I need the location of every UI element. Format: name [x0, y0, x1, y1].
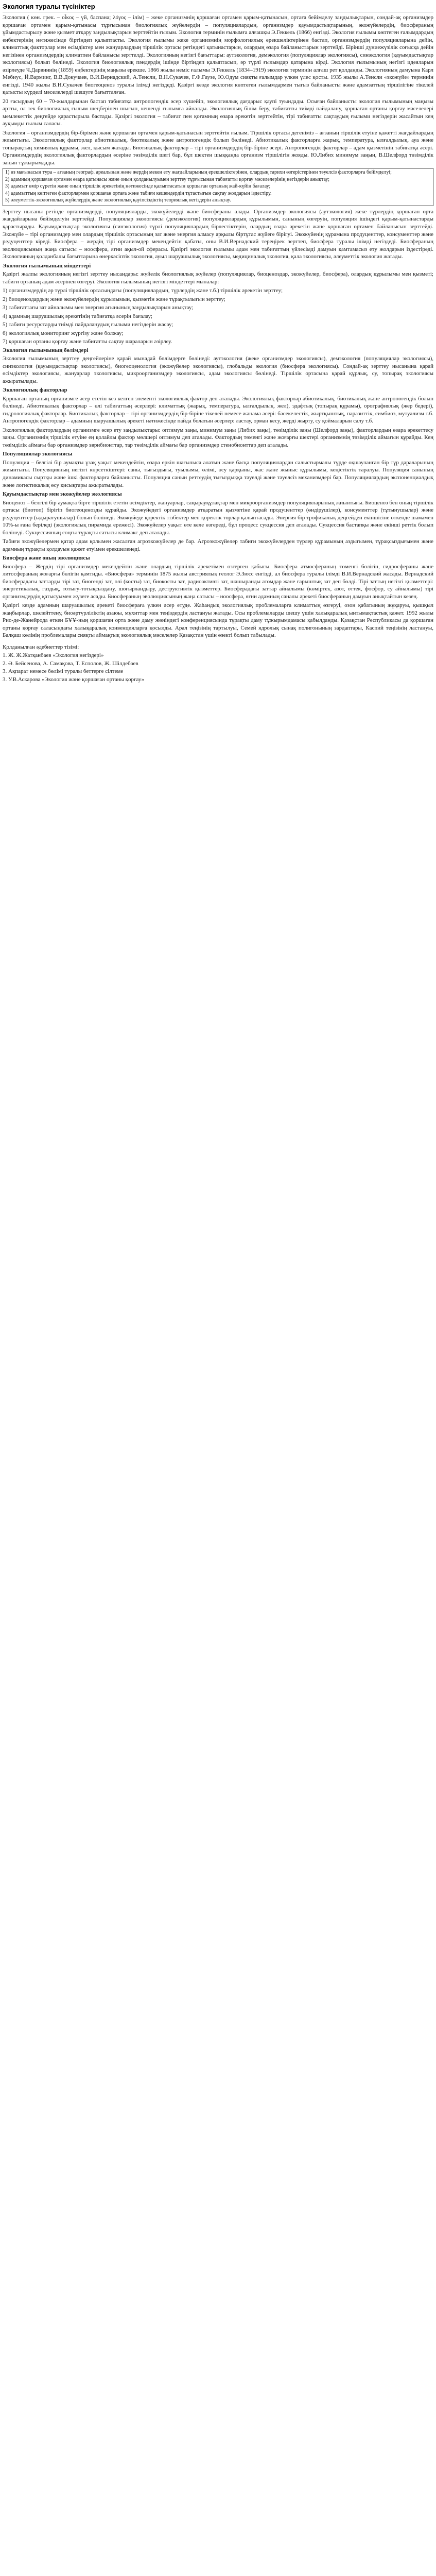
section-heading: Экологиялық факторлар	[3, 387, 67, 394]
list-item: 5) табиғи ресурстарды тиімді пайдаланудың ғылыми негіздерін жасау;	[3, 321, 173, 328]
list-item: 7) қоршаған ортаны қорғау және табиғатты сақтау шараларын әзірлеу.	[3, 338, 172, 345]
after-box-section	[3, 208, 433, 261]
section-factors	[3, 386, 433, 449]
intro-paragraph: 20 ғасырдың 60 – 70-жылдарынан бастап табиғатқа антропогендік әсер күшейіп, экологиялық дағдарыс қаупі туындады. Осыған байланысты экология ғылымының маңызы артты, ол тек биологиялық ғылым шеңберінен шығып, кешенді ғылымға айналды. Экологиялық білім беру, табиғатты тиімді пайдалану, қоршаған ортаны қорғау мәселелері мемлекеттік деңгейде қарастырыла бастады. Қазіргі экология – табиғат пен қоғамның өзара әрекетін зерттейтін, тірі табиғатты сақтаудың ғылыми негіздерін жасайтын кең ауқымды ғылым саласы.	[3, 98, 433, 127]
list-item: 2) биоценоздардың және экожүйелердің құрылымын, қызметін және тұрақтылығын зерттеу;	[3, 296, 225, 302]
intro-paragraph: Экология ( көн. грек. – οἶκος – үй, баспана; λόγος – ілім) – жеке организмнің қоршаған ортамен қарым-қатынасын, ортаға бейімделу заңдылықтарын, сондай-ақ организмдер қоршаған ортамен қарым-қатынасы тұрғысынан биологиялық жүйелердің – популяциялардың, организмдер қауымдастықтарының, экожүйелердің, биосфераның ұйымдастырылу және қызмет атқару заңдылықтарын зерттейтін ғылым. Экология терминін ғылымға алғашқы Э.Геккель (1866) енгізді. Экология ғылымы көптеген ғалымдардың еңбектерінің нәтижесінде біртіндеп қалыптасты. Экология ғылымы жеке организмнің морфологиялық ерекшеліктерінен бастап, организмдердің популяцияларына дейін, климаттық факторлар мен өсімдіктер мен жануарлардың тіршілік ортасы ретіндегі қатынастарын, олардың өзара байланыстарын зерттейді. Бірінші дүниежүзілік соғысқа дейін негізінен организмдердің климатпен байланысы зерттелді. Экологияның негізгі бағыттары: аутэкология, демэкология (популяциялар экологиясы), синэкология (қауымдастықтар экологиясы) болып бөлінеді. Экология биологиялық пәндердің ішінде біртіндеп қалыптасып, әр түрлі ғылымдар қатарына кірді. Экология ғылымының негізгі идеяларын әзірлеуде Ч.Дарвиннің (1859) еңбектерінің маңызы ерекше. 1866 жылы неміс ғалымы Э.Геккель (1834–1919) экология терминін алғаш рет қолданды. Экологияның дамуына Карл Мебиус, Й.Варминг, В.В.Докучаев, В.И.Вернадский, А.Тенсли, В.Н.Сукачев, Г.Ф.Гаузе, Ю.Одум сияқты ғалымдар үлкен үлес қосты. 1935 жылы А.Тенсли «экожүйе» терминін енгізді. 1940 жылы В.Н.Сукачев биогеоценоз туралы ілімді негіздеді. Қазіргі кезде экология көптеген ғылымдармен тығыз байланысты және адамзаттың тіршілігіне тікелей қатысты күрделі мәселелерді шешуге бағытталған.	[3, 14, 433, 96]
body-paragraph: Биоценоз – белгілі бір аумақта бірге тіршілік ететін өсімдіктер, жануарлар, саңырауқұлақтар мен микроорганизмдер популяцияларының жиынтығы. Биоценоз бен оның тіршілік ортасы (биотоп) бірігіп биогеоценозды құрайды. Экожүйедегі организмдер атқаратын қызметіне қарай продуценттер (өндірушілер), консументтер (тұтынушылар) және редуценттер (ыдыратушылар) болып бөлінеді. Экожүйеде қоректік тізбектер мен қоректік торлар қалыптасады. Энергия бір трофикалық деңгейден екіншісіне өткенде шамамен 10%-ы ғана беріледі (экологиялық пирамида ережесі). Экожүйелер уақыт өте келе өзгереді, бұл процесс сукцессия деп аталады. Сукцессия бастапқы және екінші реттік болып бөлінеді. Сукцессияның соңғы тұрақты сатысы климакс деп аталады.	[3, 499, 433, 536]
section-ecosystems	[3, 490, 433, 553]
body-paragraph: Табиғи экожүйелермен қатар адам қолымен жасалған агроэкожүйелер де бар. Агроэкожүйелер табиғи экожүйелерден түрлер құрамының аздығымен, тұрақсыздығымен және адамның тұрақты қолдауын қажет етуімен ерекшеленеді.	[3, 538, 433, 552]
section-tasks	[3, 262, 433, 346]
section-heading: Қауымдастықтар мен экожүйелер экологиясы	[3, 491, 122, 498]
section-heading: Биосфера және оның эволюциясы	[3, 555, 90, 562]
body-paragraph: Қазіргі кезде адамның шаруашылық әрекеті биосфераға үлкен әсер етуде. Жаһандық экологиялық проблемаларға климаттың өзгеруі, озон қабатының жұқаруы, қышқыл жаңбырлар, шөлейттену, биоәртүрліліктің азаюы, мұхиттар мен теңіздердің ластануы жатады. Осы проблемаларды шешу үшін халықаралық ынтымақтастық қажет. 1992 жылы Рио-де-Жанейрода өткен БҰҰ-ның қоршаған орта және даму жөніндегі конференциясында тұрақты даму тұжырымдамасы қабылданды. Қазақстан Республикасы да қоршаған ортаны қорғау саласындағы халықаралық конвенцияларға қосылды. Арал теңізінің тартылуы, Семей ядролық сынақ полигонының зардаптары, Каспий теңізінің ластануы, Балқаш көлінің проблемалары сияқты аймақтық экологиялық мәселелер Қазақстан үшін өзекті болып табылады.	[3, 602, 433, 639]
section-heading: Экология ғылымының бөлімдері	[3, 347, 89, 353]
boxed-list-item: 3) адамзат өмір сүретін және оның тіршілік әрекетінің нәтижесінде қалыптасатын қоршаған ортаның жай-күйін бағалау;	[5, 183, 271, 190]
reference-item: 2. Ә. Бейсенова, А. Самақова, Т. Есполов, Ж. Шілдебаев	[3, 660, 138, 667]
body-paragraph: Биосфера – Жердің тірі организмдер мекендейтін және олардың тіршілік әрекетімен өзгерген қабығы. Биосфера атмосфераның төменгі бөлігін, гидросфераны және литосфераның жоғарғы бөлігін қамтиды. «Биосфера» терминін 1875 жылы австриялық геолог Э.Зюсс енгізді, ал биосфера туралы ілімді В.И.Вернадский жасады. Вернадский биосферадағы заттарды тірі зат, биогенді зат, өлі (косты) зат, биокосты зат, радиоактивті зат, шашыранды атомдар және ғарыштық зат деп бөлді. Тірі заттың негізгі қызметтері: энергетикалық, газдық, тотығу-тотықсыздану, шоғырландыру, деструктивтік қызметтер. Биосферадағы заттар айналымы (көміртек, азот, оттек, фосфор, су айналымы) тірі организмдердің қатысуымен жүзеге асады. Биосфераның эволюциясының жаңа сатысы – ноосфера, яғни адамның саналы әрекеті биосфераның дамуын анықтайтын кезең.	[3, 563, 433, 600]
body-paragraph: Экологиялық факторлардың организмге әсер ету заңдылықтары: оптимум заңы, минимум заңы (Либих заңы), төзімділік заңы (Шелфорд заңы), факторлардың өзара әрекеттесу заңы. Организмнің тіршілік етуіне ең қолайлы фактор мөлшері оптимум деп аталады. Фактордың төменгі және жоғарғы шектері организмнің төзімділік аймағын құрайды. Кең төзімділік аймағы бар организмдер эврибионттар, тар төзімділік аймағы бар организмдер стенобионттар деп аталады.	[3, 427, 433, 448]
list-item: 6) экологиялық мониторинг жүргізу және болжау;	[3, 330, 124, 336]
references	[3, 643, 433, 684]
section-populations	[3, 450, 433, 489]
boxed-list-item: 4) адамзаттың көптеген факторлармен қоршаған ортаға және табиғи кешендердің тұтастығын сақтау жолдарын іздестіру.	[5, 190, 272, 196]
body-paragraph: Қоршаған ортаның организмге әсер ететін кез келген элементі экологиялық фактор деп аталады. Экологиялық факторлар абиотикалық, биотикалық және антропогендік болып бөлінеді. Абиотикалық факторлар – өлі табиғаттың әсерлері: климаттық (жарық, температура, ылғалдылық, жел), эдафтық (топырақ құрамы), орографиялық (жер бедері), гидрологиялық факторлар. Биотикалық факторлар – тірі организмдердің бір-біріне тікелей немесе жанама әсері: бәсекелестік, жыртқыштық, паразиттік, симбиоз, мутуализм т.б. Антропогендік факторлар – адамның шаруашылық әрекеті нәтижесінде пайда болатын әсерлер: ластау, орман кесу, жерді жырту, су қоймаларын салу т.б.	[3, 395, 433, 425]
document-page	[0, 0, 436, 687]
body-paragraph: Экология ғылымының зерттеу деңгейлеріне қарай мынадай бөлімдерге бөлінеді: аутэкология (жеке организмдер экологиясы), демэкология (популяциялар экологиясы), синэкология (қауымдастықтар экологиясы), биогеоценология (экожүйелер экологиясы), глобальды экология (биосфера экологиясы). Сондай-ақ зерттеу нысанына қарай өсімдіктер экологиясы, жануарлар экологиясы, микроорганизмдер экологиясы, адам экологиясы бөлінеді. Тіршілік ортасына қарай құрлық, су, топырақ экологиясы ажыратылады.	[3, 355, 433, 384]
list-item: 3) табиғаттағы зат айналымы мен энергия ағынының заңдылықтарын анықтау;	[3, 304, 194, 311]
intro-section	[3, 14, 433, 166]
body-paragraph: Қазіргі жалпы экологияның негізгі зерттеу нысандары: жүйелік биологиялық жүйелер (популяциялар, биоценоздар, экожүйелер, биосфера), олардың құрылымы мен қызметі; табиғи ортаның адам әсерінен өзгеруі. Экология ғылымының негізгі міндеттері мыналар:	[3, 271, 433, 285]
references-title: Қолданылған әдебиеттер тізімі:	[3, 643, 79, 650]
intro-paragraph: Экология – организмдердің бір-бірімен және қоршаған ортамен қарым-қатынасын зерттейтін ғылым. Тіршілік ортасы дегеніміз – ағзаның тіршілік етуіне қажетті жағдайлардың жиынтығы. Экологиялық факторлар абиотикалық, биотикалық және антропогендік болып бөлінеді. Абиотикалық факторларға жарық, температура, ылғалдылық, ауа және топырақтың химиялық құрамы, жел, қысым жатады. Биотикалық факторлар – тірі организмдердің бір-біріне әсері. Антропогендік факторлар – адам қызметінің табиғатқа әсері. Организмдердің экологиялық факторлардың әсеріне төзімділік шегі бар, бұл шектен шыққанда организм тіршілігін жояды. Ю.Либих минимум заңын, В.Шелфорд төзімділік заңын тұжырымдады.	[3, 129, 433, 166]
reference-item: 3. Ақпарат немесе бөлімі туралы беттерге сілтеме	[3, 668, 124, 675]
boxed-list	[3, 168, 433, 206]
boxed-list-item: 1) өз мағынасын тура – ағзаның географ. ареалынан және жердің мекен ету жағдайларының ерекшеліктерінен, олардың тарихи өзгерістерінен тәуелсіз факторларға бейімделуі;	[5, 170, 392, 176]
list-item: 1) организмдердің әр түрлі тіршілік ортасындағы (популяциялардың, түрлердің және т.б.) тіршілік әрекетін зерттеу;	[3, 287, 283, 294]
boxed-list-item: 2) адамның қоршаған ортамен өзара қатынасы және оның қолданылуымен зерттеу тұрғысынан табиғатты қорғау мәселелерінің негіздерін анықтау;	[5, 176, 330, 182]
reference-item: 3. У.В.Аскарова «Экология және қоршаған ортаны қорғау»	[3, 676, 145, 683]
section-biosphere	[3, 554, 433, 639]
section-heading: Экология ғылымының міндеттері	[3, 262, 91, 269]
reference-item: 1. Ж. Ж.Жатқанбаев «Экология негіздері»	[3, 652, 104, 659]
section-heading: Популяциялар экологиясы	[3, 451, 73, 457]
body-paragraph: Популяция – белгілі бір аумақты ұзақ уақыт мекендейтін, өзара еркін шағылыса алатын және басқа популяциялардан салыстырмалы түрде оқшауланған бір түр дараларының жиынтығы. Популяцияның негізгі көрсеткіштері: саны, тығыздығы, туылымы, өлімі, өсу қарқыны, жас және жыныс құрылымы, кеңістіктік таралуы. Популяция санының динамикасы сыртқы және ішкі факторларға байланысты. Популяция санын реттеудің тығыздыққа тәуелді және тәуелсіз механизмдері бар. Популяциялардың экспоненциалдық және логистикалық өсу қисықтары ажыратылады.	[3, 459, 433, 488]
section-divisions	[3, 347, 433, 385]
page-title: Экология туралы түсініктер	[3, 2, 433, 12]
list-item: 4) адамның шаруашылық әрекетінің табиғатқа әсерін бағалау;	[3, 313, 152, 319]
boxed-list-item: 5) әлеуметтік-экологиялық жүйелердің және экологиялық қауіпсіздіктің теориялық негіздерін анықтау.	[5, 197, 231, 204]
body-paragraph: Зерттеу нысаны ретінде организмдерді, популяцияларды, экожүйелерді және биосфераны алады. Организмдер экологиясы (аутэкология) жеке түрлердің қоршаған орта жағдайларына бейімделуін зерттейді. Популяциялар экологиясы (демэкология) популяциялардың құрылымын, санының өзгеруін, популяция ішіндегі қарым-қатынастарды қарастырады. Қауымдастықтар экологиясы (синэкология) түрлі популяциялардың бірлестіктерін, олардың өзара әрекетін және қоршаған ортамен байланысын зерттейді. Экожүйе – тірі организмдер мен олардың тіршілік ортасының зат және энергия алмасу арқылы біртұтас жүйеге бірігуі. Экожүйенің құрамына продуценттер, консументтер және редуценттер кіреді. Биосфера – жердің тірі организмдер мекендейтін қабаты, оны В.И.Вернадский тереңірек зерттеп, биосфера туралы ілімді негіздеді. Биосфераның эволюциясының жаңа сатысы – ноосфера, яғни ақыл-ой сферасы. Қазіргі экология ғылымы адам мен табиғаттың үйлесімді дамуын қамтамасыз ету жолдарын іздестіреді. Экологияның қолданбалы бағыттарына өнеркәсіптік экология, ауыл шаруашылық экологиясы, медициналық экология, қала экологиясы, әлеуметтік экология жатады.	[3, 208, 433, 260]
